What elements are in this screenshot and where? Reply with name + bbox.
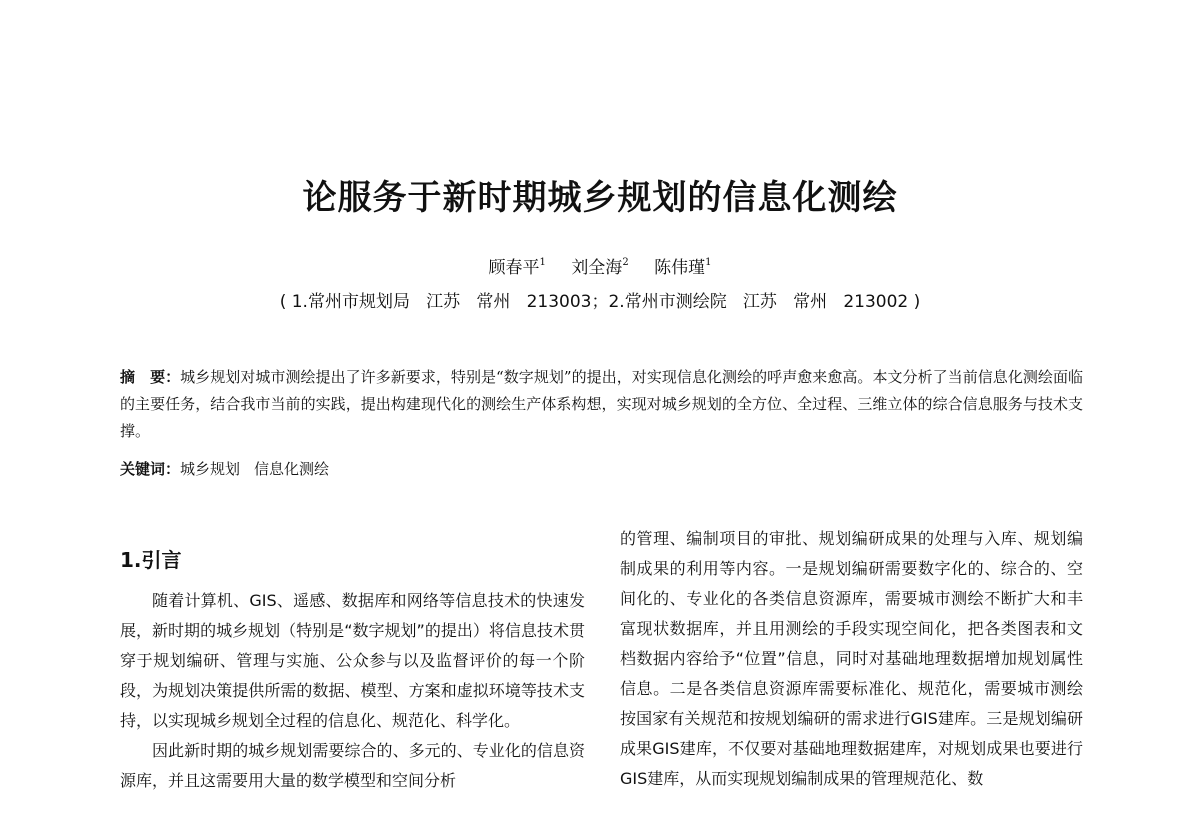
author-name: 刘全海: [571, 258, 623, 278]
abstract-text: 城乡规划对城市测绘提出了许多新要求，特别是“数字规划”的提出，对实现信息化测绘的呼声愈来愈高。本文分析了当前信息化测绘面临的主要任务，结合我市当前的实践，提出构建现代化的测绘生产体系构想，实现对城乡规划的全方位、全过程、三维立体的综合信息服务与技术支撑。: [120, 368, 1083, 440]
left-column: [120, 586, 585, 796]
affiliation-line: ( 1.常州市规划局 江苏 常州 213003；2.常州市测绘院 江苏 常州 213002 ): [279, 292, 921, 312]
body-paragraph: 因此新时期的城乡规划需要综合的、多元的、专业化的信息资源库，并且这需要用大量的数学模型和空间分析: [120, 741, 585, 790]
keyword: 信息化测绘: [254, 460, 330, 478]
author-name: 顾春平: [488, 258, 540, 278]
abstract-label: 摘 要：: [120, 368, 181, 386]
author-list: [0, 253, 1200, 278]
body-paragraph: 随着计算机、GIS、遥感、数据库和网络等信息技术的快速发展，新时期的城乡规划（特别是“数字规划”的提出）将信息技术贯穿于规划编研、管理与实施、公众参与以及监督评价的每一个阶段，为规划决策提供所需的数据、模型、方案和虚拟环境等技术支持，以实现城乡规划全过程的信息化、规范化、科学化。: [120, 591, 585, 730]
keywords-label: 关键词：: [120, 460, 181, 478]
right-column: [620, 524, 1083, 794]
body-paragraph: 的管理、编制项目的审批、规划编研成果的处理与入库、规划编制成果的利用等内容。一是规划编研需要数字化的、综合的、空间化的、专业化的各类信息资源库，需要城市测绘不断扩大和丰富现状数据库，并且用测绘的手段实现空间化，把各类图表和文档数据内容给予“位置”信息，同时对基础地理数据增加规划属性信息。二是各类信息资源库需要标准化、规范化，需要城市测绘按国家有关规范和按规划编研的需求进行GIS建库。三是规划编研成果GIS建库，不仅要对基础地理数据建库，对规划成果也要进行GIS建库，从而实现规划编制成果的管理规范化、数: [620, 529, 1083, 788]
author: [654, 258, 711, 278]
keyword: 城乡规划: [180, 460, 241, 478]
author: [571, 258, 628, 278]
affiliation-mark: 1: [705, 257, 712, 268]
paper-title: 论服务于新时期城乡规划的信息化测绘: [302, 178, 898, 218]
section-heading: 1.引言: [120, 548, 182, 572]
affiliation-mark: 2: [622, 257, 629, 268]
author: [489, 258, 546, 278]
keywords: [120, 456, 1083, 483]
affiliation-mark: 1: [539, 257, 546, 268]
abstract: [120, 364, 1083, 445]
author-name: 陈伟瑾: [654, 258, 706, 278]
